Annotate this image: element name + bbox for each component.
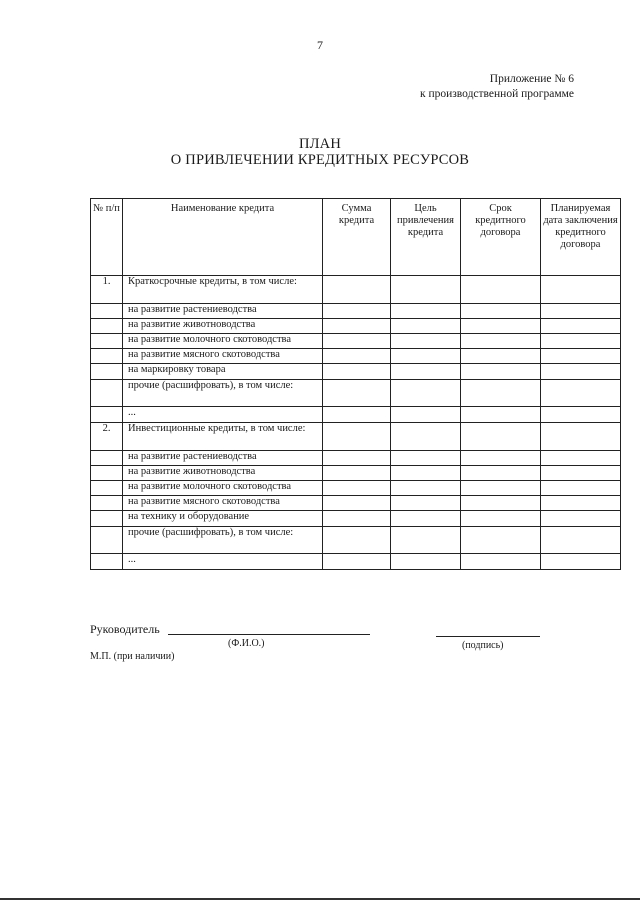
appendix-reference: к производственной программе [419, 88, 574, 100]
cell-date [541, 423, 621, 451]
header-credit-purpose: Цель привлечения кредита [391, 199, 461, 276]
table-row [91, 481, 621, 496]
cell-purpose [391, 380, 461, 407]
cell-term [461, 319, 541, 334]
cell-date [541, 527, 621, 554]
document-subtitle: О ПРИВЛЕЧЕНИИ КРЕДИТНЫХ РЕСУРСОВ [170, 152, 470, 168]
cell-amount [323, 451, 391, 466]
header-credit-name: Наименование кредита [123, 199, 323, 276]
table-row [91, 380, 621, 407]
row-number [91, 349, 123, 364]
cell-purpose [391, 527, 461, 554]
row-number [91, 319, 123, 334]
table-row [91, 466, 621, 481]
table-row [91, 451, 621, 466]
cell-amount [323, 423, 391, 451]
header-contract-term: Срок кредитного договора [461, 199, 541, 276]
cell-purpose [391, 466, 461, 481]
cell-term [461, 451, 541, 466]
table-row [91, 276, 621, 304]
row-number [91, 466, 123, 481]
cell-date [541, 407, 621, 423]
cell-purpose [391, 554, 461, 570]
row-number [91, 481, 123, 496]
cell-term [461, 481, 541, 496]
cell-term [461, 527, 541, 554]
cell-purpose [391, 364, 461, 380]
signature-line [436, 636, 540, 637]
table-row [91, 496, 621, 511]
page-number: 7 [317, 38, 323, 52]
cell-term [461, 349, 541, 364]
table-row [91, 364, 621, 380]
cell-amount [323, 407, 391, 423]
cell-amount [323, 466, 391, 481]
cell-purpose [391, 496, 461, 511]
row-credit-name: прочие (расшифровать), в том числе: [123, 527, 323, 554]
cell-purpose [391, 407, 461, 423]
cell-date [541, 380, 621, 407]
cell-amount [323, 481, 391, 496]
document-title: ПЛАН [298, 136, 342, 152]
row-credit-name: на развитие растениеводства [123, 451, 323, 466]
cell-date [541, 276, 621, 304]
table-row [91, 349, 621, 364]
cell-purpose [391, 451, 461, 466]
cell-term [461, 364, 541, 380]
row-credit-name: ... [123, 407, 323, 423]
table-row [91, 319, 621, 334]
cell-purpose [391, 481, 461, 496]
row-number [91, 527, 123, 554]
row-number [91, 364, 123, 380]
row-number [91, 451, 123, 466]
table-row [91, 527, 621, 554]
cell-date [541, 496, 621, 511]
row-credit-name: на маркировку товара [123, 364, 323, 380]
table-row [91, 423, 621, 451]
row-number [91, 496, 123, 511]
row-credit-name: Краткосрочные кредиты, в том числе: [123, 276, 323, 304]
row-number [91, 334, 123, 349]
row-credit-name: на развитие молочного скотоводства [123, 481, 323, 496]
cell-amount [323, 304, 391, 319]
signature-caption: (подпись) [462, 640, 504, 651]
table-row [91, 304, 621, 319]
seal-label: М.П. (при наличии) [90, 651, 175, 662]
cell-term [461, 554, 541, 570]
table-row [91, 511, 621, 527]
cell-amount [323, 276, 391, 304]
cell-amount [323, 380, 391, 407]
row-number: 2. [91, 423, 123, 451]
cell-purpose [391, 319, 461, 334]
cell-purpose [391, 423, 461, 451]
appendix-label: Приложение № 6 [489, 73, 574, 85]
table-row [91, 334, 621, 349]
header-credit-amount: Сумма кредита [323, 199, 391, 276]
row-credit-name: на технику и оборудование [123, 511, 323, 527]
cell-term [461, 407, 541, 423]
cell-term [461, 276, 541, 304]
row-number [91, 407, 123, 423]
row-credit-name: на развитие мясного скотоводства [123, 349, 323, 364]
row-number [91, 554, 123, 570]
fio-signature-line [168, 634, 370, 635]
cell-term [461, 380, 541, 407]
cell-purpose [391, 304, 461, 319]
cell-date [541, 334, 621, 349]
header-planned-date: Планируемая дата заключения кредитного договора [541, 199, 621, 276]
row-credit-name: на развитие молочного скотоводства [123, 334, 323, 349]
cell-date [541, 466, 621, 481]
cell-date [541, 319, 621, 334]
cell-term [461, 496, 541, 511]
table-header-row [91, 199, 621, 276]
cell-term [461, 334, 541, 349]
cell-amount [323, 511, 391, 527]
row-credit-name: на развитие животноводства [123, 466, 323, 481]
cell-amount [323, 349, 391, 364]
cell-date [541, 349, 621, 364]
row-number [91, 304, 123, 319]
row-number: 1. [91, 276, 123, 304]
cell-term [461, 511, 541, 527]
cell-date [541, 451, 621, 466]
credit-plan-table [90, 198, 621, 570]
cell-date [541, 511, 621, 527]
row-credit-name: Инвестиционные кредиты, в том числе: [123, 423, 323, 451]
cell-date [541, 364, 621, 380]
row-credit-name: на развитие мясного скотоводства [123, 496, 323, 511]
cell-term [461, 304, 541, 319]
header-number: № п/п [91, 199, 123, 276]
cell-term [461, 423, 541, 451]
cell-purpose [391, 511, 461, 527]
cell-term [461, 466, 541, 481]
fio-caption: (Ф.И.О.) [228, 638, 265, 649]
table-row [91, 554, 621, 570]
cell-purpose [391, 276, 461, 304]
row-number [91, 511, 123, 527]
row-number [91, 380, 123, 407]
cell-amount [323, 319, 391, 334]
head-label: Руководитель [90, 622, 160, 636]
cell-date [541, 304, 621, 319]
row-credit-name: прочие (расшифровать), в том числе: [123, 380, 323, 407]
cell-amount [323, 527, 391, 554]
cell-purpose [391, 334, 461, 349]
row-credit-name: ... [123, 554, 323, 570]
cell-amount [323, 364, 391, 380]
cell-purpose [391, 349, 461, 364]
bottom-border [0, 898, 640, 900]
row-credit-name: на развитие растениеводства [123, 304, 323, 319]
cell-date [541, 554, 621, 570]
row-credit-name: на развитие животноводства [123, 319, 323, 334]
table-row [91, 407, 621, 423]
cell-date [541, 481, 621, 496]
cell-amount [323, 496, 391, 511]
cell-amount [323, 334, 391, 349]
cell-amount [323, 554, 391, 570]
